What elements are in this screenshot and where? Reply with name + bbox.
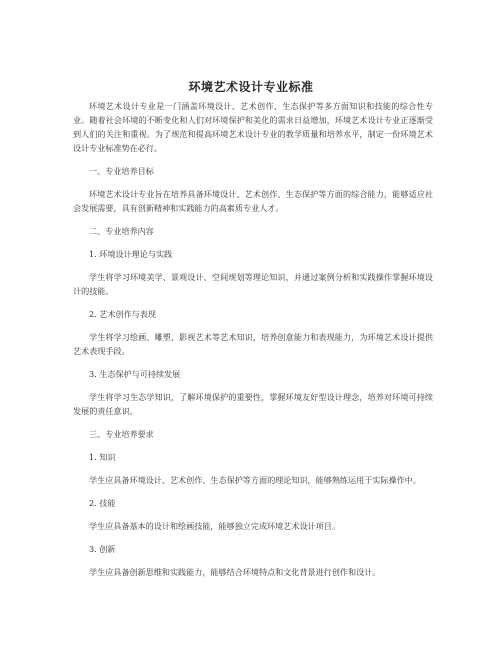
knowledge-paragraph: 学生应具备环境设计、艺术创作、生态保护等方面的理论知识，能够熟练运用于实际操作中。 bbox=[89, 475, 421, 485]
environment-design-paragraph: 学生将学习环境美学、景观设计、空间规划等理论知识，并通过案例分析和实践操作掌握环境设计的技能。 bbox=[73, 272, 433, 296]
goals-paragraph: 环境艺术设计专业旨在培养具备环境设计、艺术创作、生态保护等方面的综合能力，能够适应社会发展需要，具有创新精神和实践能力的高素质专业人才。 bbox=[73, 189, 433, 213]
section-heading-requirements: 三、专业培养要求 bbox=[89, 429, 154, 439]
subheading-environment-design: 1. 环境设计理论与实践 bbox=[89, 249, 173, 259]
skills-paragraph: 学生应具备基本的设计和绘画技能，能够独立完成环境艺术设计项目。 bbox=[89, 521, 340, 531]
art-creation-paragraph: 学生将学习绘画、雕塑、影视艺术等艺术知识，培养创意能力和表现能力，为环境艺术设计提供艺术表现手段。 bbox=[73, 332, 433, 356]
section-heading-goals: 一、专业培养目标 bbox=[89, 166, 154, 176]
subheading-art-creation: 2. 艺术创作与表现 bbox=[89, 309, 156, 319]
innovation-paragraph: 学生应具备创新思维和实践能力，能够结合环境特点和文化背景进行创作和设计。 bbox=[89, 567, 381, 577]
ecology-paragraph: 学生将学习生态学知识，了解环境保护的重要性，掌握环境友好型设计理念，培养对环境可持续发展的责任意识。 bbox=[73, 392, 433, 416]
subheading-skills: 2. 技能 bbox=[89, 498, 116, 508]
section-heading-content: 二、专业培养内容 bbox=[89, 226, 154, 236]
document-title: 环境艺术设计专业标准 bbox=[188, 80, 314, 94]
subheading-ecology: 3. 生态保护与可持续发展 bbox=[89, 369, 181, 379]
document-body bbox=[73, 99, 433, 588]
intro-paragraph: 环境艺术设计专业是一门涵盖环境设计、艺术创作、生态保护等多方面知识和技能的综合性专业。随着社会环境的不断变化和人们对环境保护和美化的需求日益增加，环境艺术设计专业正逐渐受到人们的关注和重视。为了规范和提高环境艺术设计专业的教学质量和培养水平，制定一份环境艺术设计专业标准势在必行。 bbox=[73, 101, 433, 153]
subheading-knowledge: 1. 知识 bbox=[89, 452, 116, 462]
subheading-innovation: 3. 创新 bbox=[89, 544, 116, 554]
